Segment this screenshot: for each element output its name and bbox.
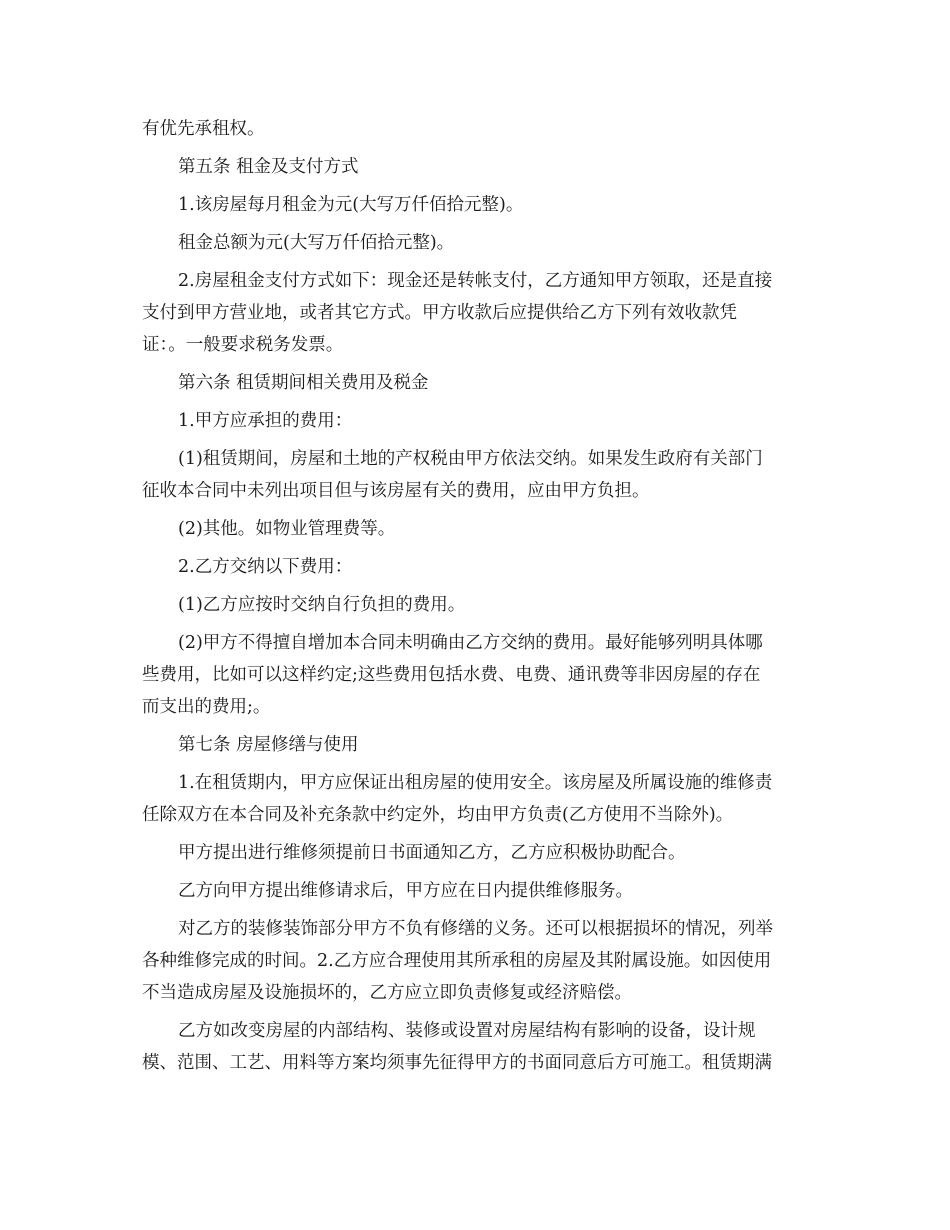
text-line: 2.房屋租金支付方式如下：现金还是转帐支付，乙方通知甲方领取，还是直接 xyxy=(178,271,773,291)
text-line: 证：。一般要求税务发票。 xyxy=(142,335,344,355)
text-line: 甲方提出进行维修须提前日书面通知乙方，乙方应积极协助配合。 xyxy=(178,843,686,863)
text-line: (2)甲方不得擅自增加本合同未明确由乙方交纳的费用。最好能够列明具体哪 xyxy=(178,633,763,653)
text-line: 支付到甲方营业地，或者其它方式。甲方收款后应提供给乙方下列有效收款凭 xyxy=(142,303,737,323)
text-line: 些费用，比如可以这样约定;这些费用包括水费、电费、通讯费等非因房屋的存在 xyxy=(142,665,761,685)
text-line: 1.甲方应承担的费用： xyxy=(178,411,353,431)
text-line: 第七条 房屋修缮与使用 xyxy=(178,735,359,755)
text-line: 有优先承租权。 xyxy=(142,119,265,139)
text-line: 2.乙方交纳以下费用： xyxy=(178,557,353,577)
text-line: 不当造成房屋及设施损坏的，乙方应立即负责修复或经济赔偿。 xyxy=(142,983,632,1003)
text-line: 而支出的费用;。 xyxy=(142,697,271,717)
text-line: (1)租赁期间，房屋和土地的产权税由甲方依法交纳。如果发生政府有关部门 xyxy=(178,449,763,469)
text-line: 第五条 租金及支付方式 xyxy=(178,157,359,177)
text-line: 模、范围、工艺、用料等方案均须事先征得甲方的书面同意后方可施工。租赁期满 xyxy=(142,1053,772,1073)
text-line: 各种维修完成的时间。2.乙方应合理使用其所承租的房屋及其附属设施。如因使用 xyxy=(142,951,772,971)
text-line: 乙方向甲方提出维修请求后，甲方应在日内提供维修服务。 xyxy=(178,881,633,901)
text-line: 1.该房屋每月租金为元(大写万仟佰拾元整)。 xyxy=(178,195,524,215)
text-line: 1.在租赁期内，甲方应保证出租房屋的使用安全。该房屋及所属设施的维修责 xyxy=(178,773,773,793)
text-line: (1)乙方应按时交纳自行负担的费用。 xyxy=(178,595,466,615)
contract-text-body xyxy=(142,113,817,1079)
text-line: 征收本合同中未列出项目但与该房屋有关的费用，应由甲方负担。 xyxy=(142,481,650,501)
text-line: 乙方如改变房屋的内部结构、装修或设置对房屋结构有影响的设备，设计规 xyxy=(178,1021,756,1041)
text-line: 任除双方在本合同及补充条款中约定外，均由甲方负责(乙方使用不当除外)。 xyxy=(142,805,734,825)
text-line: 第六条 租赁期间相关费用及税金 xyxy=(178,373,429,393)
text-line: 租金总额为元(大写万仟佰拾元整)。 xyxy=(178,233,455,253)
text-line: 对乙方的装修装饰部分甲方不负有修缮的义务。还可以根据损坏的情况，列举 xyxy=(178,919,773,939)
text-line: (2)其他。如物业管理费等。 xyxy=(178,519,396,539)
